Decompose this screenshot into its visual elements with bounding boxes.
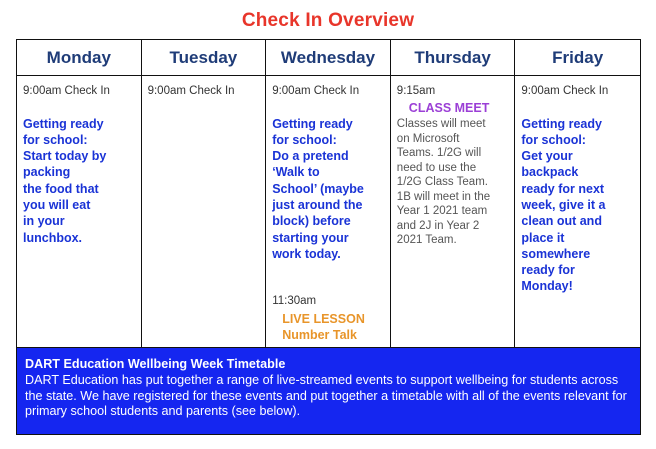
checkin-time: 9:00am Check In [147, 85, 235, 97]
day-cell-thursday [391, 76, 516, 347]
class-meet-time: 9:15am [396, 85, 436, 97]
class-meet-description: Classes will meet on Microsoft Teams. 1/2G will need to use the 1/2G Class Team. 1B will meet in the Year 1 2021 team and 2J in Year 2 2021 Team. [396, 118, 491, 246]
live-lesson-label: LIVE LESSON [282, 311, 365, 326]
checkin-time: 9:00am Check In [272, 85, 360, 97]
day-cell-tuesday [142, 76, 267, 347]
checkin-time: 9:00am Check In [521, 85, 609, 97]
page-title: Check In Overview [241, 10, 415, 31]
wellbeing-banner [16, 348, 641, 435]
live-lesson-topic: Number Talk [282, 327, 357, 342]
weekly-timetable [16, 39, 641, 348]
banner-text: DART Education has put together a range of live-streamed events to support wellbeing for students across the state. We have registered for these events and put together a timetable with all of the events relevant for primary school students and parents (see below). [25, 372, 627, 419]
class-meet-label: CLASS MEET [408, 100, 490, 115]
activity-text: Getting ready for school: Do a pretend ‘Walk to School’ (maybe just around the block) before starting your work today. [272, 116, 364, 261]
day-header-tuesday: Tuesday [142, 40, 267, 76]
day-cell-friday [515, 76, 640, 347]
checkin-time: 9:00am Check In [23, 85, 110, 97]
day-cell-monday [17, 76, 142, 347]
live-lesson-time: 11:30am [272, 295, 317, 307]
day-cell-wednesday [266, 76, 391, 347]
banner-title: DART Education Wellbeing Week Timetable [25, 357, 286, 371]
day-header-thursday: Thursday [391, 40, 516, 76]
day-header-wednesday: Wednesday [266, 40, 391, 76]
live-lesson-block [272, 294, 365, 343]
activity-text: Getting ready for school: Start today by packing the food that you will eat in your lunchbox. [23, 116, 107, 245]
day-header-monday: Monday [17, 40, 142, 76]
activity-text: Getting ready for school: Get your backpack ready for next week, give it a clean out and place it somewhere ready for Monday! [521, 116, 606, 294]
day-header-friday: Friday [515, 40, 640, 76]
